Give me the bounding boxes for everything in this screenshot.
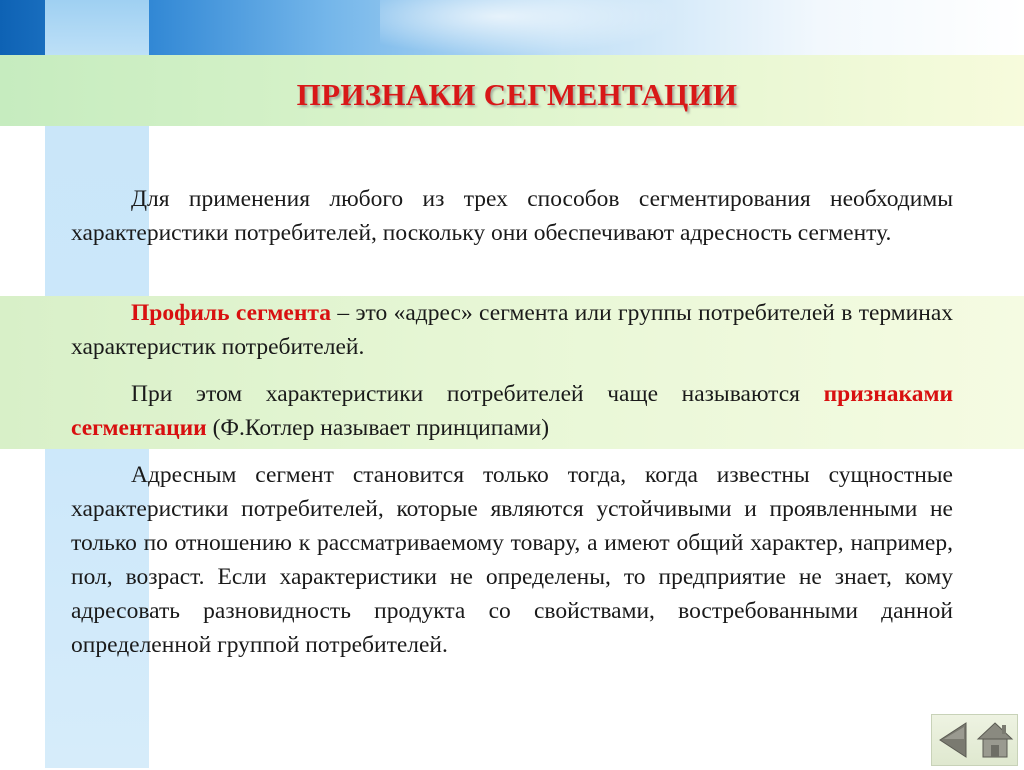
- home-button[interactable]: [974, 715, 1016, 765]
- paragraph-signs-start: При этом характеристики потребителей чаще называются: [131, 381, 824, 407]
- paragraph-profile-text: – это «адрес» сегмента или группы потребителей в терминах характеристик потребителей.: [71, 300, 954, 360]
- back-button[interactable]: [932, 715, 974, 765]
- header-shine-decoration: [380, 0, 680, 55]
- title-band: [0, 55, 1024, 126]
- term-segment-profile: Профиль сегмента: [131, 300, 331, 326]
- paragraph-profile: [71, 296, 953, 364]
- home-icon: [974, 715, 1016, 765]
- back-arrow-icon: [932, 715, 974, 765]
- paragraph-address-segment: [71, 458, 953, 662]
- paragraph-intro-text: Для применения любого из трех способов сегментирования необходимы характеристики потребителей, поскольку они обеспечивают адресность сегменту.: [71, 186, 953, 246]
- slide-title: ПРИЗНАКИ СЕГМЕНТАЦИИ: [296, 77, 738, 112]
- term-segmentation-signs: признаками сегментации: [71, 381, 953, 441]
- paragraph-intro: [71, 182, 953, 250]
- paragraph-segmentation-signs: [71, 377, 953, 445]
- navigation-panel: [931, 714, 1018, 766]
- paragraph-signs-end: (Ф.Котлер называет принципами): [206, 415, 550, 441]
- paragraph-address-text: Адресным сегмент становится только тогда, когда известны сущностные характеристики потребителей, которые являются устойчивыми и проявленными не только по отношению к рассматриваемому товару, а имеют общий характер, например, пол, возраст. Если характеристики не определены, то предприятие не знает, кому адресовать разновидность продукта со свойствами, востребованными данной определенной группой потребителей.: [71, 462, 953, 658]
